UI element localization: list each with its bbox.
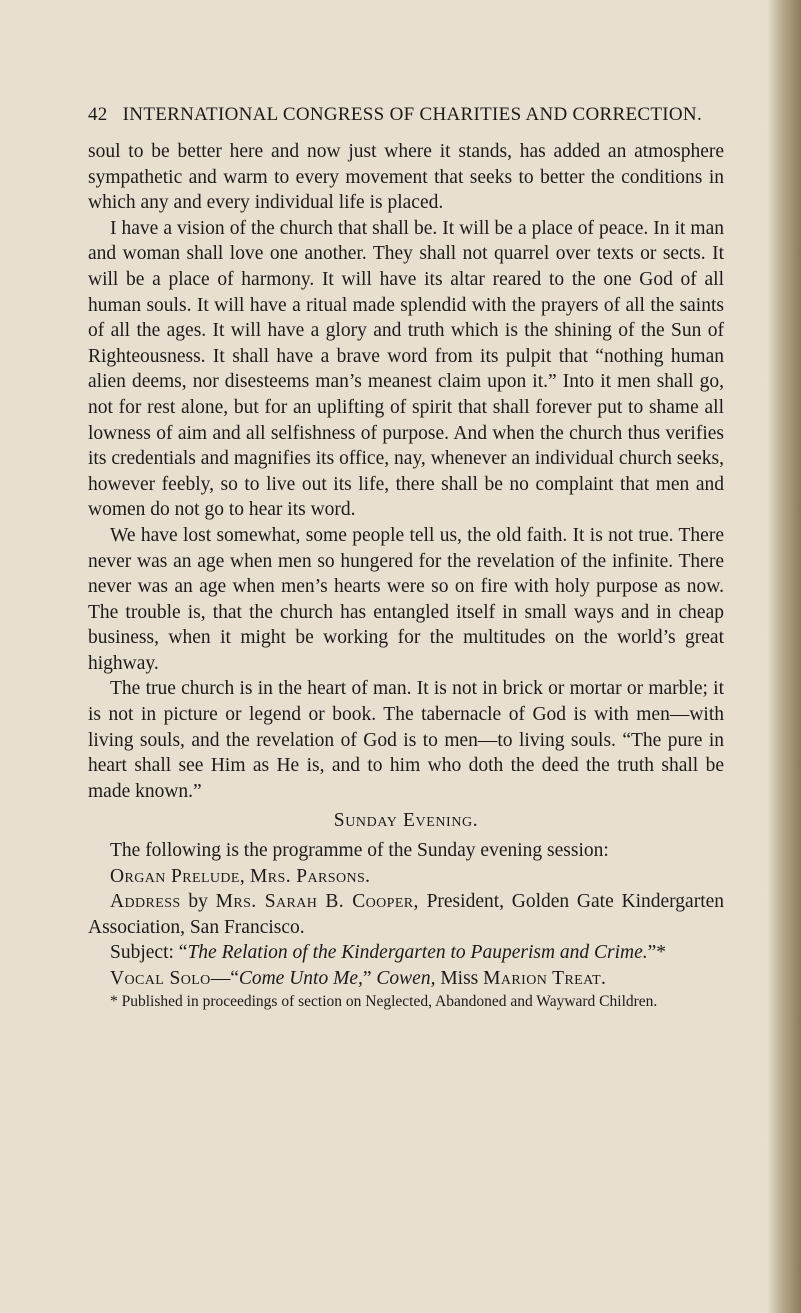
vocal-composer: Cowen,: [376, 968, 436, 989]
paragraph-vision: I have a vision of the church that shall be. It will be a place of peace. In it man and woman shall love one another. They shall not quarrel over texts or sects. It will be a place of harmony. It will have its altar reared to the one God of all human souls. It will have a ritual made splendid with the prayers of all the saints of all the ages. It will have a glory and truth which is the shining of the Sun of Righteousness. It shall have a brave word from its pulpit that “nothing human alien deems, nor disesteems man’s meanest claim upon it.” Into it men shall go, not for rest alone, but for an uplifting of spirit that shall forever put to shame all lowness of aim and all selfishness of purpose. And when the church thus verifies its credentials and magnifies its office, nay, whenever an individual church seeks, however feebly, so to live out its life, there shall be no complaint that men and women do not go to hear its word.: [88, 217, 724, 521]
subject-title: The Relation of the Kindergarten to Pauperism and Crime.: [187, 942, 648, 964]
paragraph-faith: We have lost somewhat, some people tell us, the old faith. It is not true. There never was an age when men so hungered for the revelation of the infinite. There never was an age when men’s hearts were so on fire with holy purpose as now. The trouble is, that the church has entangled itself in small ways and in cheap business, when it might be working for the multitudes on the world’s great highway.: [88, 524, 724, 674]
programme-address: [88, 889, 724, 940]
organ-label: Organ Prelude,: [110, 865, 246, 887]
page-edge-shadow: [767, 0, 801, 1313]
footnote: * Published in proceedings of section on Neglected, Abandoned and Wayward Children.: [110, 992, 658, 1010]
page-body: [88, 139, 724, 1012]
vocal-open-quote: “: [230, 968, 239, 989]
page-number: 42: [88, 104, 108, 125]
address-by: by: [188, 891, 208, 913]
subject-close: ”*: [647, 942, 667, 964]
running-title: INTERNATIONAL CONGRESS OF CHARITIES AND CORRECTION.: [122, 104, 703, 125]
vocal-label: Vocal Solo: [110, 968, 211, 989]
address-speaker: Mrs. Sarah B. Cooper,: [215, 891, 419, 913]
subject-label: Subject:: [110, 942, 174, 964]
section-heading: Sunday Evening.: [333, 810, 479, 832]
programme-intro: The following is the programme of the Sunday evening session:: [110, 840, 609, 862]
subject-open-quote: “: [178, 942, 188, 964]
address-detail: President, Golden Gate Kindergarten Association, San Francisco.: [88, 891, 725, 938]
programme-vocal: [88, 966, 724, 992]
paragraph-true-church: The true church is in the heart of man. It is not in brick or mortar or marble; it is not in picture or legend or book. The tabernacle of God is with men—with living souls, and the revelation of God is to men—to living souls. “The pure in heart shall see Him as He is, and to him who doth the deed the truth shall be made known.”: [88, 678, 724, 802]
vocal-close-quote: ”: [362, 968, 372, 989]
address-label: Address: [110, 891, 181, 913]
vocal-miss: Miss: [440, 968, 479, 989]
vocal-song: Come Unto Me,: [238, 968, 363, 989]
programme-subject: [88, 940, 724, 966]
paragraph-continuation: soul to be better here and now just where it stands, has added an atmosphere sympathetic and warm to every movement that seeks to better the conditions in which any and every individual life is placed.: [88, 141, 724, 214]
running-header: [88, 104, 728, 126]
vocal-singer: Marion Treat.: [483, 968, 607, 989]
organ-performer: Mrs. Parsons.: [250, 865, 371, 887]
vocal-dash: —: [210, 968, 231, 989]
programme-organ: [88, 864, 724, 890]
